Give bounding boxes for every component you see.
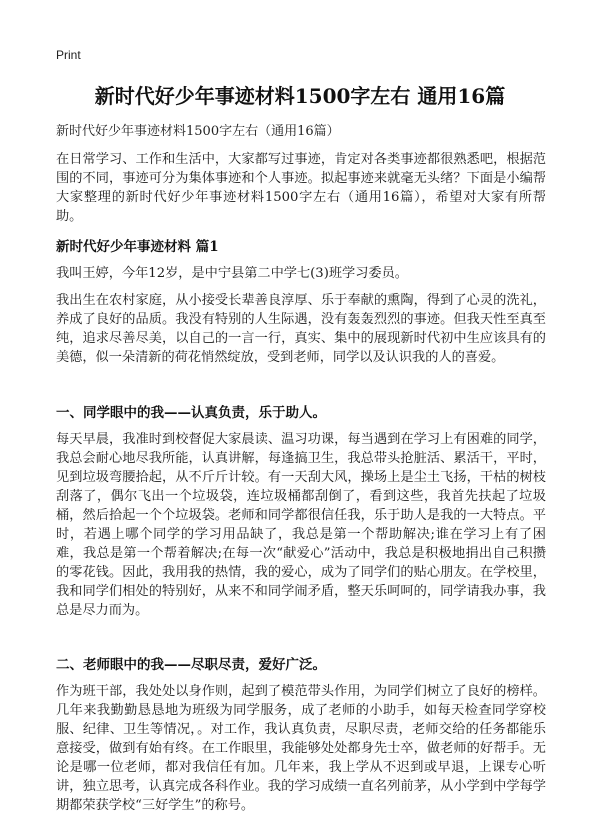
- background-paragraph: 我出生在农村家庭，从小接受长辈善良淳厚、乐于奉献的熏陶，得到了心灵的洗礼，养成了良好的品质。我没有特别的人生际遇，没有轰轰烈烈的事迹。但我天性至真至纯，追求尽善尽美，以自己的一言一行，真实、集中的展现新时代初中生应该具有的美德，似一朵清新的荷花悄然绽放，受到老师，同学以及认识我的人的喜爱。: [56, 293, 546, 365]
- print-link[interactable]: Print: [56, 48, 81, 62]
- subsection-heading-2: 二、老师眼中的我——尽职尽责，爱好广泛。: [56, 657, 326, 673]
- subsection-paragraph-2: 作为班干部，我处处以身作则，起到了模范带头作用，为同学们树立了良好的榜样。几年来我勤勤恳恳地为班级为同学服务，成了老师的小助手，如每天检查同学穿校服、纪律、卫生等情况，。对工作，我认真负责，尽职尽责，老师交给的任务都能乐意接受，做到有始有终。在工作眼里，我能够处处都身先士卒，做老师的好帮手。无论是哪一位老师，都对我信任有加。几年来，我上学从不迟到或早退，上课专心听讲，独立思考，认真完成各科作业。我的学习成绩一直名列前茅，从小学到中学每学期都荣获学校“三好学生”的称号。: [56, 684, 546, 813]
- name-paragraph: 我叫王婷，今年12岁，是中宁县第二中学七(3)班学习委员。: [56, 266, 408, 281]
- section-heading: 新时代好少年事迹材料 篇1: [56, 239, 219, 255]
- intro-paragraph: 在日常学习、工作和生活中，大家都写过事迹，肯定对各类事迹都很熟悉吧，根据范围的不同，事迹可分为集体事迹和个人事迹。拟起事迹来就毫无头绪？下面是小编帮大家整理的新时代好少年事迹材料1500字左右（通用16篇），希望对大家有所帮助。: [56, 152, 546, 224]
- document-title: 新时代好少年事迹材料1500字左右 通用16篇: [94, 84, 506, 108]
- subsection-heading-1: 一、同学眼中的我——认真负责，乐于助人。: [56, 405, 326, 421]
- document-subtitle: 新时代好少年事迹材料1500字左右（通用16篇）: [56, 124, 340, 139]
- subsection-paragraph-1: 每天早晨，我准时到校督促大家晨读、温习功课，每当遇到在学习上有困难的同学，我总会耐心地尽我所能，认真讲解，每逢搞卫生，我总带头抢脏活、累活干，平时，见到垃圾弯腰拾起，从不斤斤计较。有一天刮大风，操场上是尘土飞扬，干枯的树枝刮落了，偶尔飞出一个垃圾袋，连垃圾桶都刮倒了，看到这些，我首先扶起了垃圾桶，然后拾起一个个垃圾袋。老师和同学都很信任我，乐于助人是我的一大特点。平时，若遇上哪个同学的学习用品缺了，我总是第一个帮助解决;谁在学习上有了困难，我总是第一个帮着解决;在每一次“献爱心”活动中，我总是积极地捐出自己积攒的零花钱。因此，我用我的热情，我的爱心，成为了同学们的贴心朋友。在学校里，我和同学们相处的特别好，从来不和同学闹矛盾，整天乐呵呵的，同学请我办事，我总是尽力而为。: [56, 432, 546, 618]
